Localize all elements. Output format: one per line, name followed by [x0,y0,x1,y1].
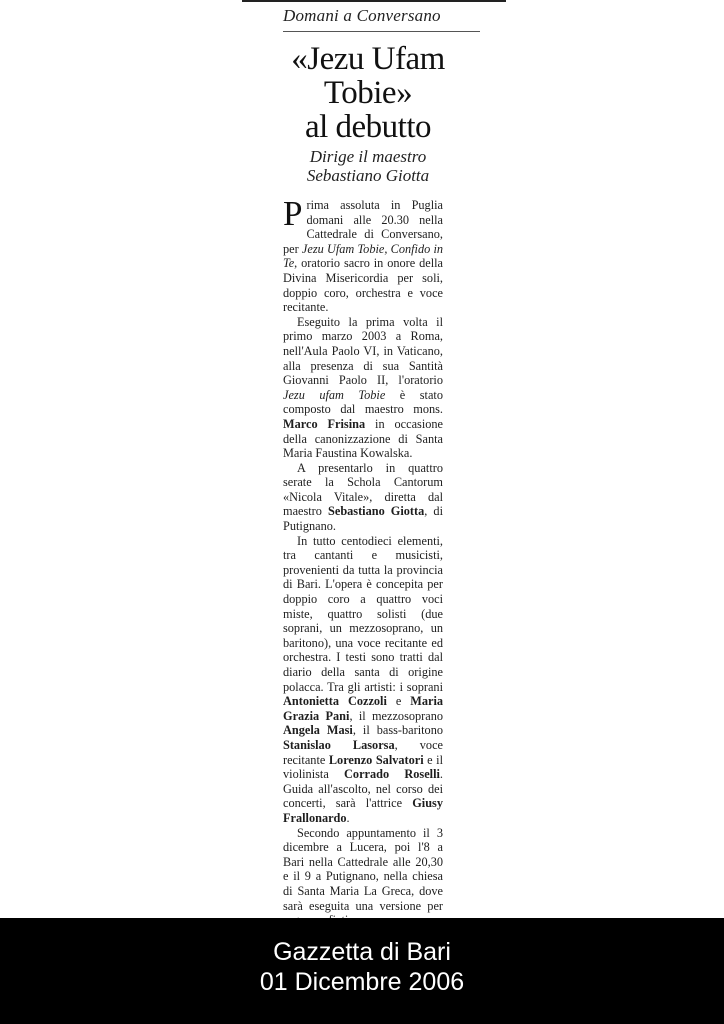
source-name: Gazzetta di Bari [273,938,451,966]
text-run: Eseguito la prima volta il primo marzo 2003 a Roma, nell'Aula Paolo VI, in Vaticano, alla presenza di sua Santità Giovanni Paolo II, l'oratorio [283,314,443,388]
article-paragraph [283,534,443,826]
text-run: in occasione della canonizzazione di Santa Maria Faustina Kowalska. [283,416,443,461]
article-paragraph [283,461,443,534]
drop-cap: P [283,194,303,233]
top-rule [242,0,506,2]
bold-name: Giusy Frallonardo [283,796,443,825]
article-paragraph [283,826,443,928]
bold-name: Marco Frisina [283,416,366,431]
bold-name: Sebastiano Giotta [328,504,425,519]
article-paragraph [283,194,444,315]
italic-title: Jezu Ufam Tobie, Confido in Te [283,241,444,271]
article-body [283,194,444,928]
headline-line: «Jezu Ufam [291,41,445,77]
bold-name: Stanislao Lasorsa [283,737,395,752]
italic-title: Jezu ufam Tobie [283,387,386,402]
bold-name: Angela Masi [283,723,353,738]
text-run: Secondo appuntamento il 3 dicembre a Lucera, poi l'8 a Bari nella Cattedrale alle 20,30 e il 9 a Putignano, nella chiesa di Santa Maria La Greca, dove sarà eseguita una versione per [283,825,443,913]
subhead-line: Sebastiano Giotta [306,166,430,185]
text-run: A presentarlo in quattro serate la Schola Cantorum «Nicola Vitale», diretta dal maestro [283,460,443,519]
text-run: e il violinista [283,752,443,782]
article-headline [283,42,453,144]
text-run: . Guida all'ascolto, nel corso dei concerti, sarà l'attrice [283,767,443,811]
text-run: è stato composto dal maestro mons. [283,387,443,417]
source-date: 01 Dicembre 2006 [259,968,465,996]
subhead-line: Dirige il maestro [309,147,427,166]
bold-name: Maria Grazia Pani [283,694,444,723]
bold-name: Corrado Roselli [344,767,440,782]
text-run: , di Putignano. [283,504,443,534]
bold-name: Lorenzo Salvatori [328,752,424,767]
headline-line: al debutto [304,109,432,145]
text-run: , il mezzosoprano [349,708,444,723]
kicker-rule [283,31,480,32]
article-subhead [283,147,453,185]
text-run: , il bass-baritono [352,723,443,738]
text-run: rima assoluta in Puglia domani alle 20.30 nella Cattedrale di Conversano, per [283,198,443,256]
article-kicker: Domani a Conversano [283,6,441,25]
text-run: , voce recitante [283,737,443,767]
article-paragraph [283,315,443,461]
bold-name: Antonietta Cozzoli [283,694,387,709]
text-run: . [346,810,350,825]
source-caption [0,918,724,1024]
headline-line: Tobie» [323,75,413,111]
text-run: , oratorio sacro in onore della Divina Misericordia per soli, doppio coro, orchestra e voce recitante. [283,256,443,315]
text-run: e [386,694,411,709]
text-run: In tutto centodieci elementi, tra cantanti e musicisti, provenienti da tutta la provincia di Bari. L'opera è concepita per doppio coro a quattro voci miste, quattro solisti (due soprani, un mezzosoprano, un baritono), una voce recitante ed orchestra. I testi sono tratti dal diario della santa di origine polacca. Tra gli artisti: i soprani [283,533,443,694]
